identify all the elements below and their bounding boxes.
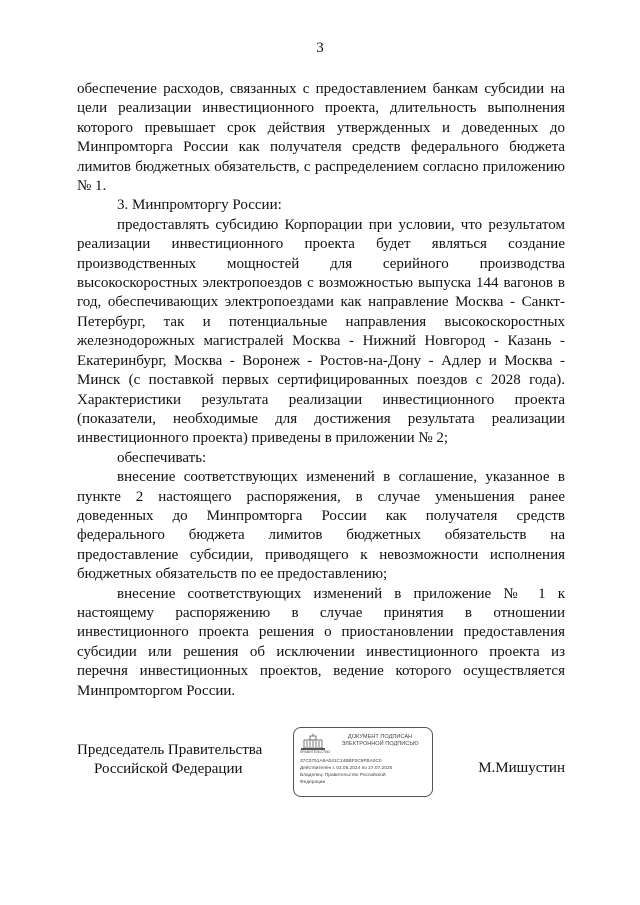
- stamp-emblem-caption: ПРАВИТЕЛЬСТВО: [299, 750, 331, 754]
- signatory-position-line1: Председатель Правительства: [77, 742, 263, 758]
- paragraph-item-3-heading: 3. Минпромторгу России:: [117, 197, 282, 214]
- signatory-position-line2: Российской Федерации: [94, 761, 243, 777]
- paragraph-appendix-changes: внесение соответствующих изменений в приложение № 1 к настоящему распоряжению в случае принятия в отношении инвестиционного проекта решения о приостановлении предоставления субсидии или решения об исключении инвестиционного проекта из перечня инвестиционных проектов, ведение которого осуществляется Минпромторгом России.: [77, 585, 565, 699]
- paragraph-subsidy-condition: предоставлять субсидию Корпорации при условии, что результатом реализации инвестиционного проекта будет являться создание производственных мощностей для серийного производства высокоскоростных электропоездов с возможностью выпуска 144 вагонов в год, обеспечивающих электропоездами как направление Москва - Санкт-Петербург, так и потенциальные направления высокоскоростных железнодорожных магистралей Москва - Нижний Новгород - Казань - Екатеринбург, Москва - Воронеж - Ростов-на-Дону - Адлер и Москва - Минск (с поставкой первых сертифицированных поездов с 2028 года). Характеристики результата реализации инвестиционного проекта (показатели, необходимые для достижения результата реализации инвестиционного проекта) приведены в приложении № 2;: [77, 216, 565, 447]
- stamp-validity: Действителен с 03.05.2024 по 27.07.2025: [300, 766, 393, 771]
- stamp-title-line2: ЭЛЕКТРОННОЙ ПОДПИСЬЮ: [341, 741, 419, 747]
- government-building-icon: [300, 733, 326, 751]
- stamp-owner-line2: Федерации: [300, 780, 326, 785]
- stamp-owner-line1: Владелец: Правительство Российской: [300, 773, 386, 778]
- stamp-title: [332, 734, 428, 748]
- page-number: 3: [316, 40, 324, 56]
- paragraph-agreement-changes: внесение соответствующих изменений в соглашение, указанное в пункте 2 настоящего распоряжения, в случае уменьшения ранее доведенных до Минпромторга России как получателя средств федерального бюджета лимитов бюджетных обязательств на предоставление субсидии, приводящего к невозможности исполнения бюджетных обязательств по ее предоставлению;: [77, 469, 565, 583]
- signatory-name: М.Мишустин: [478, 760, 565, 776]
- stamp-title-line1: ДОКУМЕНТ ПОДПИСАН: [347, 734, 413, 740]
- paragraph-expense-provision: обеспечение расходов, связанных с предоставлением банкам субсидии на цели реализации инвестиционного проекта, длительность выполнения которого превышает срок действия утвержденных и доведенных до Минпромторга России как получателя средств федерального бюджета лимитов бюджетных обязательств, с распределением согласно приложению № 1.: [77, 81, 565, 195]
- paragraph-ensure-heading: обеспечивать:: [117, 449, 207, 466]
- document-body: [77, 80, 565, 701]
- signatory-position: [77, 741, 262, 779]
- electronic-signature-stamp: [293, 727, 433, 797]
- stamp-certificate: 37C0751A9A041C14BBF0C9FBA0C0: [300, 759, 382, 764]
